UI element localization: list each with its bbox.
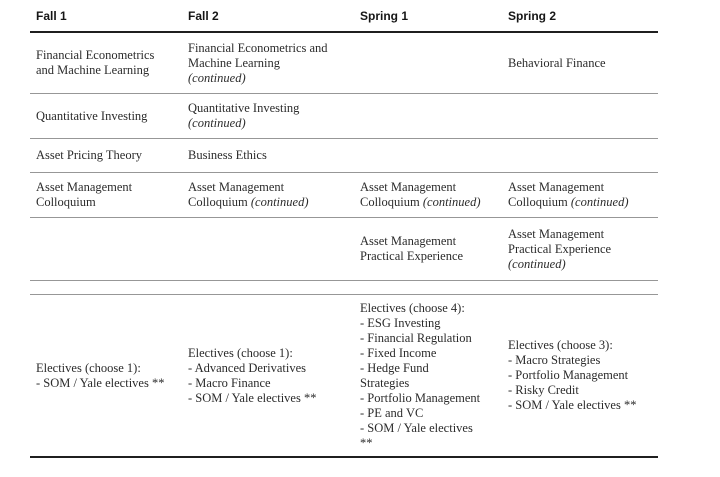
cell-fall-1-asset-management-colloquium: Asset Management Colloquium [36, 180, 133, 209]
cell-fall-2-asset-pricing-theory: Business Ethics [188, 148, 267, 162]
cell-fall-1-quantitative-investing: Quantitative Investing [36, 108, 148, 123]
table-row-electives [30, 295, 658, 458]
column-header-spring-2: Spring 2 [508, 8, 557, 23]
cell-fall-1-electives: Electives (choose 1): - SOM / Yale electives ** [36, 360, 165, 390]
cell-spring-2-asset-management-practical-experience: Asset Management Practical Experience (continued) [508, 226, 612, 271]
cell-spring-2-electives: Electives (choose 3): - Macro Strategies - Portfolio Management - Risky Credit - SOM / Yale electives ** [508, 338, 637, 412]
table-row-quantitative-investing [30, 94, 658, 139]
table-row-asset-pricing-theory [30, 139, 658, 173]
column-header-spring-1: Spring 1 [360, 8, 409, 23]
cell-spring-1-asset-management-practical-experience: Asset Management Practical Experience [360, 234, 464, 263]
table-row-financial-econometrics [30, 33, 658, 94]
table-body [30, 33, 658, 458]
curriculum-table [30, 0, 658, 458]
table-row-asset-management-colloquium [30, 173, 658, 218]
cell-fall-1-financial-econometrics: Financial Econometrics and Machine Learning [36, 48, 155, 77]
cell-fall-2-financial-econometrics: Financial Econometrics and Machine Learning (continued) [188, 40, 328, 85]
cell-spring-2-asset-management-colloquium: Asset Management Colloquium (continued) [508, 180, 629, 209]
cell-fall-2-asset-management-colloquium: Asset Management Colloquium (continued) [188, 180, 309, 209]
cell-spring-1-electives: Electives (choose 4): - ESG Investing - Financial Regulation - Fixed Income - Hedge Fund Strategies - Portfolio Management - PE and VC - SOM / Yale electives ** [360, 300, 481, 450]
table-header-row [30, 0, 658, 33]
cell-fall-1-asset-pricing-theory: Asset Pricing Theory [36, 148, 143, 162]
cell-spring-2-financial-econometrics: Behavioral Finance [508, 55, 606, 70]
table-row-spacer [30, 281, 658, 295]
table-row-asset-management-practical-experience [30, 218, 658, 281]
cell-fall-2-quantitative-investing: Quantitative Investing (continued) [188, 101, 300, 130]
column-header-fall-1: Fall 1 [36, 8, 67, 23]
column-header-fall-2: Fall 2 [188, 8, 219, 23]
cell-spring-1-asset-management-colloquium: Asset Management Colloquium (continued) [360, 180, 481, 209]
cell-fall-2-electives: Electives (choose 1): - Advanced Derivatives - Macro Finance - SOM / Yale electives ** [188, 345, 317, 405]
